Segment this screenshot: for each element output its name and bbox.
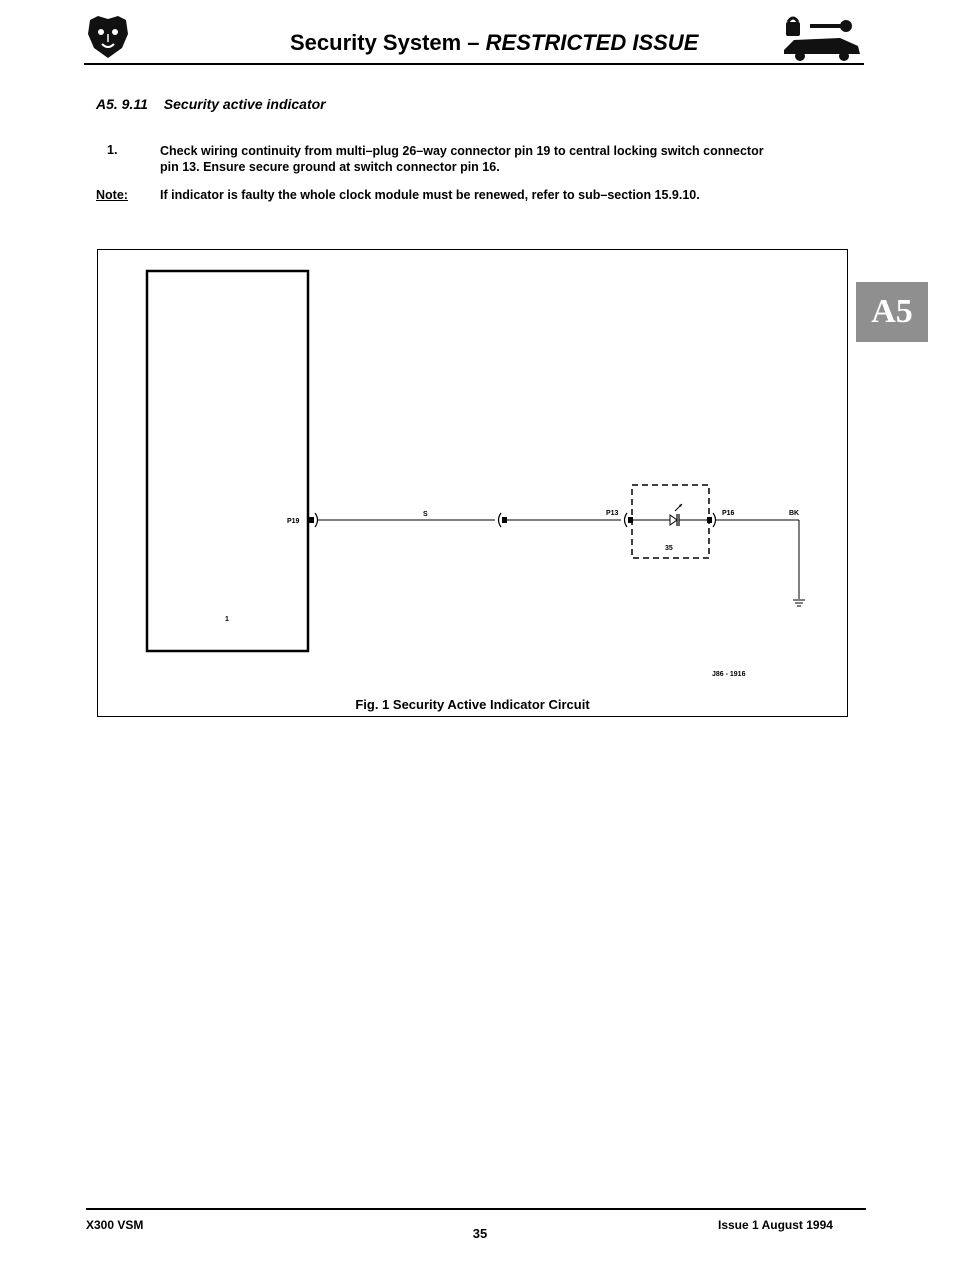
inline-connector-pin [502,517,507,523]
section-tab: A5 [856,282,928,342]
pin16-connector [707,517,712,523]
footer-issue: Issue 1 August 1994 [718,1218,833,1232]
step-text: Check wiring continuity from multi–plug 26–way connector pin 19 to central locking switch connector pin 13. Ensure secure ground at switch connector pin 16. [160,144,764,174]
pin19-connector [309,517,314,523]
step-number: 1. [107,143,118,157]
inline-connector-socket [499,513,502,527]
pin13-label: P13 [606,510,619,517]
page-number: 35 [472,1226,488,1241]
footer-rule [86,1208,866,1210]
footer-manual-code: X300 VSM [86,1218,144,1232]
wire-s-label: S [423,511,428,518]
component-1-label: 1 [225,616,229,623]
pin19-label: P19 [287,518,300,525]
pin13-socket [625,513,628,527]
component-1-box [147,271,308,651]
header-rule [84,63,864,65]
component-35-label: 35 [665,545,673,552]
section-title: Security active indicator [163,96,326,112]
circuit-diagram [97,249,848,717]
car-key-icon [780,16,864,67]
header-title-emphasis: RESTRICTED ISSUE [485,30,699,55]
drawing-reference: J86 - 1916 [712,671,746,678]
note-label: Note: [96,188,128,202]
figure-caption: Fig. 1 Security Active Indicator Circuit [355,697,590,712]
page-header-title [290,30,698,56]
section-heading [96,96,326,112]
pin19-socket [315,513,318,527]
header-title-plain: Security System – [290,30,480,55]
note-text: If indicator is faulty the whole clock module must be renewed, refer to sub–section 15.9.10. [160,188,700,202]
wire-bk-label: BK [789,510,800,517]
pin16-socket [713,513,716,527]
section-number: A5. 9.11 [96,96,148,112]
led-icon [670,515,677,525]
pin16-label: P16 [722,510,735,517]
jaguar-logo [84,14,132,65]
pin13-connector [628,517,633,523]
